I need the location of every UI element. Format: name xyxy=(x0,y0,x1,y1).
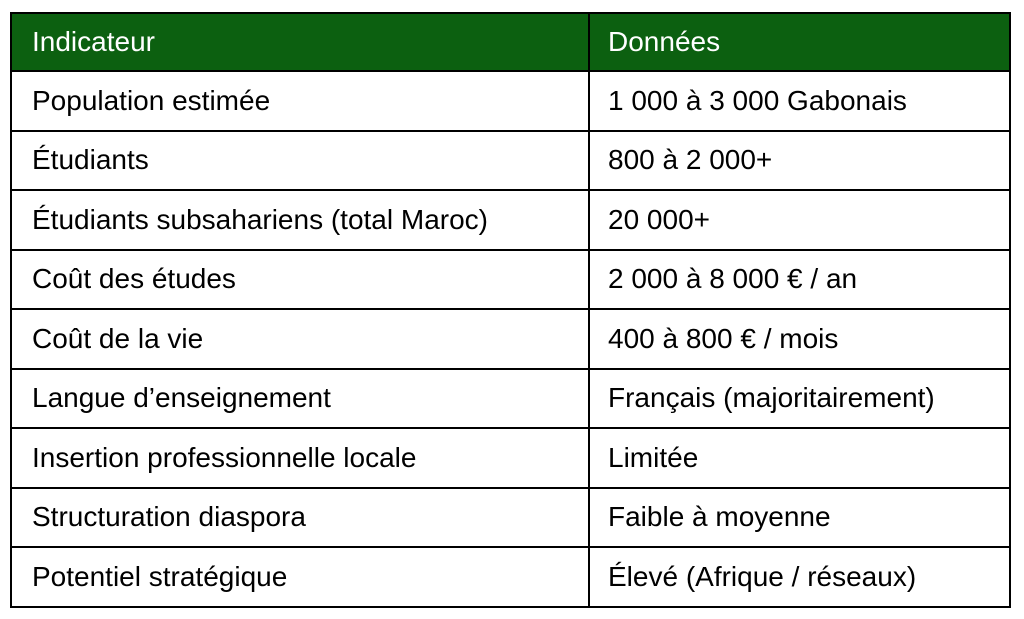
table-row xyxy=(11,547,1010,607)
table-row xyxy=(11,131,1010,191)
indicator-cell: Insertion professionnelle locale xyxy=(11,428,589,488)
indicator-cell: Structuration diaspora xyxy=(11,488,589,548)
table-row xyxy=(11,190,1010,250)
value-cell: 20 000+ xyxy=(589,190,1010,250)
value-cell: Faible à moyenne xyxy=(589,488,1010,548)
value-cell: 1 000 à 3 000 Gabonais xyxy=(589,71,1010,131)
table-row xyxy=(11,488,1010,548)
indicator-cell: Population estimée xyxy=(11,71,589,131)
indicator-cell: Étudiants xyxy=(11,131,589,191)
table-header-row xyxy=(11,13,1010,71)
indicator-table xyxy=(10,12,1011,608)
table-row xyxy=(11,428,1010,488)
header-donnees: Données xyxy=(589,13,1010,71)
indicator-cell: Potentiel stratégique xyxy=(11,547,589,607)
table-row xyxy=(11,369,1010,429)
value-cell: Élevé (Afrique / réseaux) xyxy=(589,547,1010,607)
indicator-cell: Langue d’enseignement xyxy=(11,369,589,429)
value-cell: 2 000 à 8 000 € / an xyxy=(589,250,1010,310)
header-indicateur: Indicateur xyxy=(11,13,589,71)
value-cell: Limitée xyxy=(589,428,1010,488)
table-row xyxy=(11,309,1010,369)
table-row xyxy=(11,71,1010,131)
indicator-cell: Étudiants subsahariens (total Maroc) xyxy=(11,190,589,250)
value-cell: 800 à 2 000+ xyxy=(589,131,1010,191)
value-cell: 400 à 800 € / mois xyxy=(589,309,1010,369)
indicator-cell: Coût de la vie xyxy=(11,309,589,369)
indicator-cell: Coût des études xyxy=(11,250,589,310)
value-cell: Français (majoritairement) xyxy=(589,369,1010,429)
table-row xyxy=(11,250,1010,310)
data-table-container xyxy=(10,12,1009,608)
